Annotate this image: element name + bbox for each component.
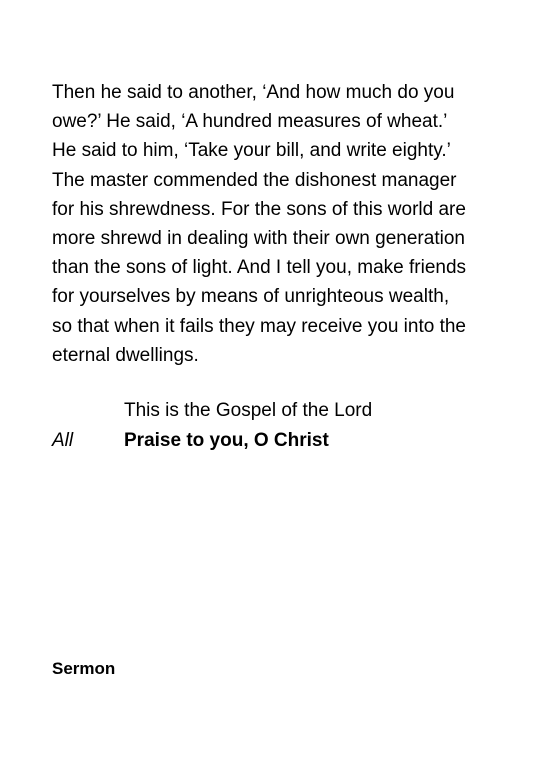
reading-line: owe?’ He said, ‘A hundred measures of wheat.’ (52, 111, 448, 133)
people-response: Praise to you, O Christ (124, 430, 329, 451)
gospel-acclamation (52, 396, 492, 456)
reading-line: so that when it fails they may receive you into the (52, 315, 466, 337)
minister-line (52, 396, 492, 426)
gospel-reading-text (52, 78, 492, 370)
people-label: All (52, 430, 74, 451)
reading-line: He said to him, ‘Take your bill, and write eighty.’ (52, 140, 451, 162)
section-heading-sermon: Sermon (52, 659, 116, 678)
reading-line: Then he said to another, ‘And how much do you (52, 82, 455, 103)
minister-label (52, 396, 124, 426)
reading-line: eternal dwellings. (52, 344, 199, 366)
reading-line: The master commended the dishonest manager (52, 169, 457, 191)
people-line (52, 426, 492, 456)
reading-line: than the sons of light. And I tell you, make friends (52, 257, 467, 279)
reading-line: more shrewd in dealing with their own generation (52, 228, 465, 250)
reading-line: for his shrewdness. For the sons of this world are (52, 198, 466, 220)
minister-text: This is the Gospel of the Lord (124, 400, 373, 421)
reading-line: for yourselves by means of unrighteous wealth, (52, 286, 450, 308)
